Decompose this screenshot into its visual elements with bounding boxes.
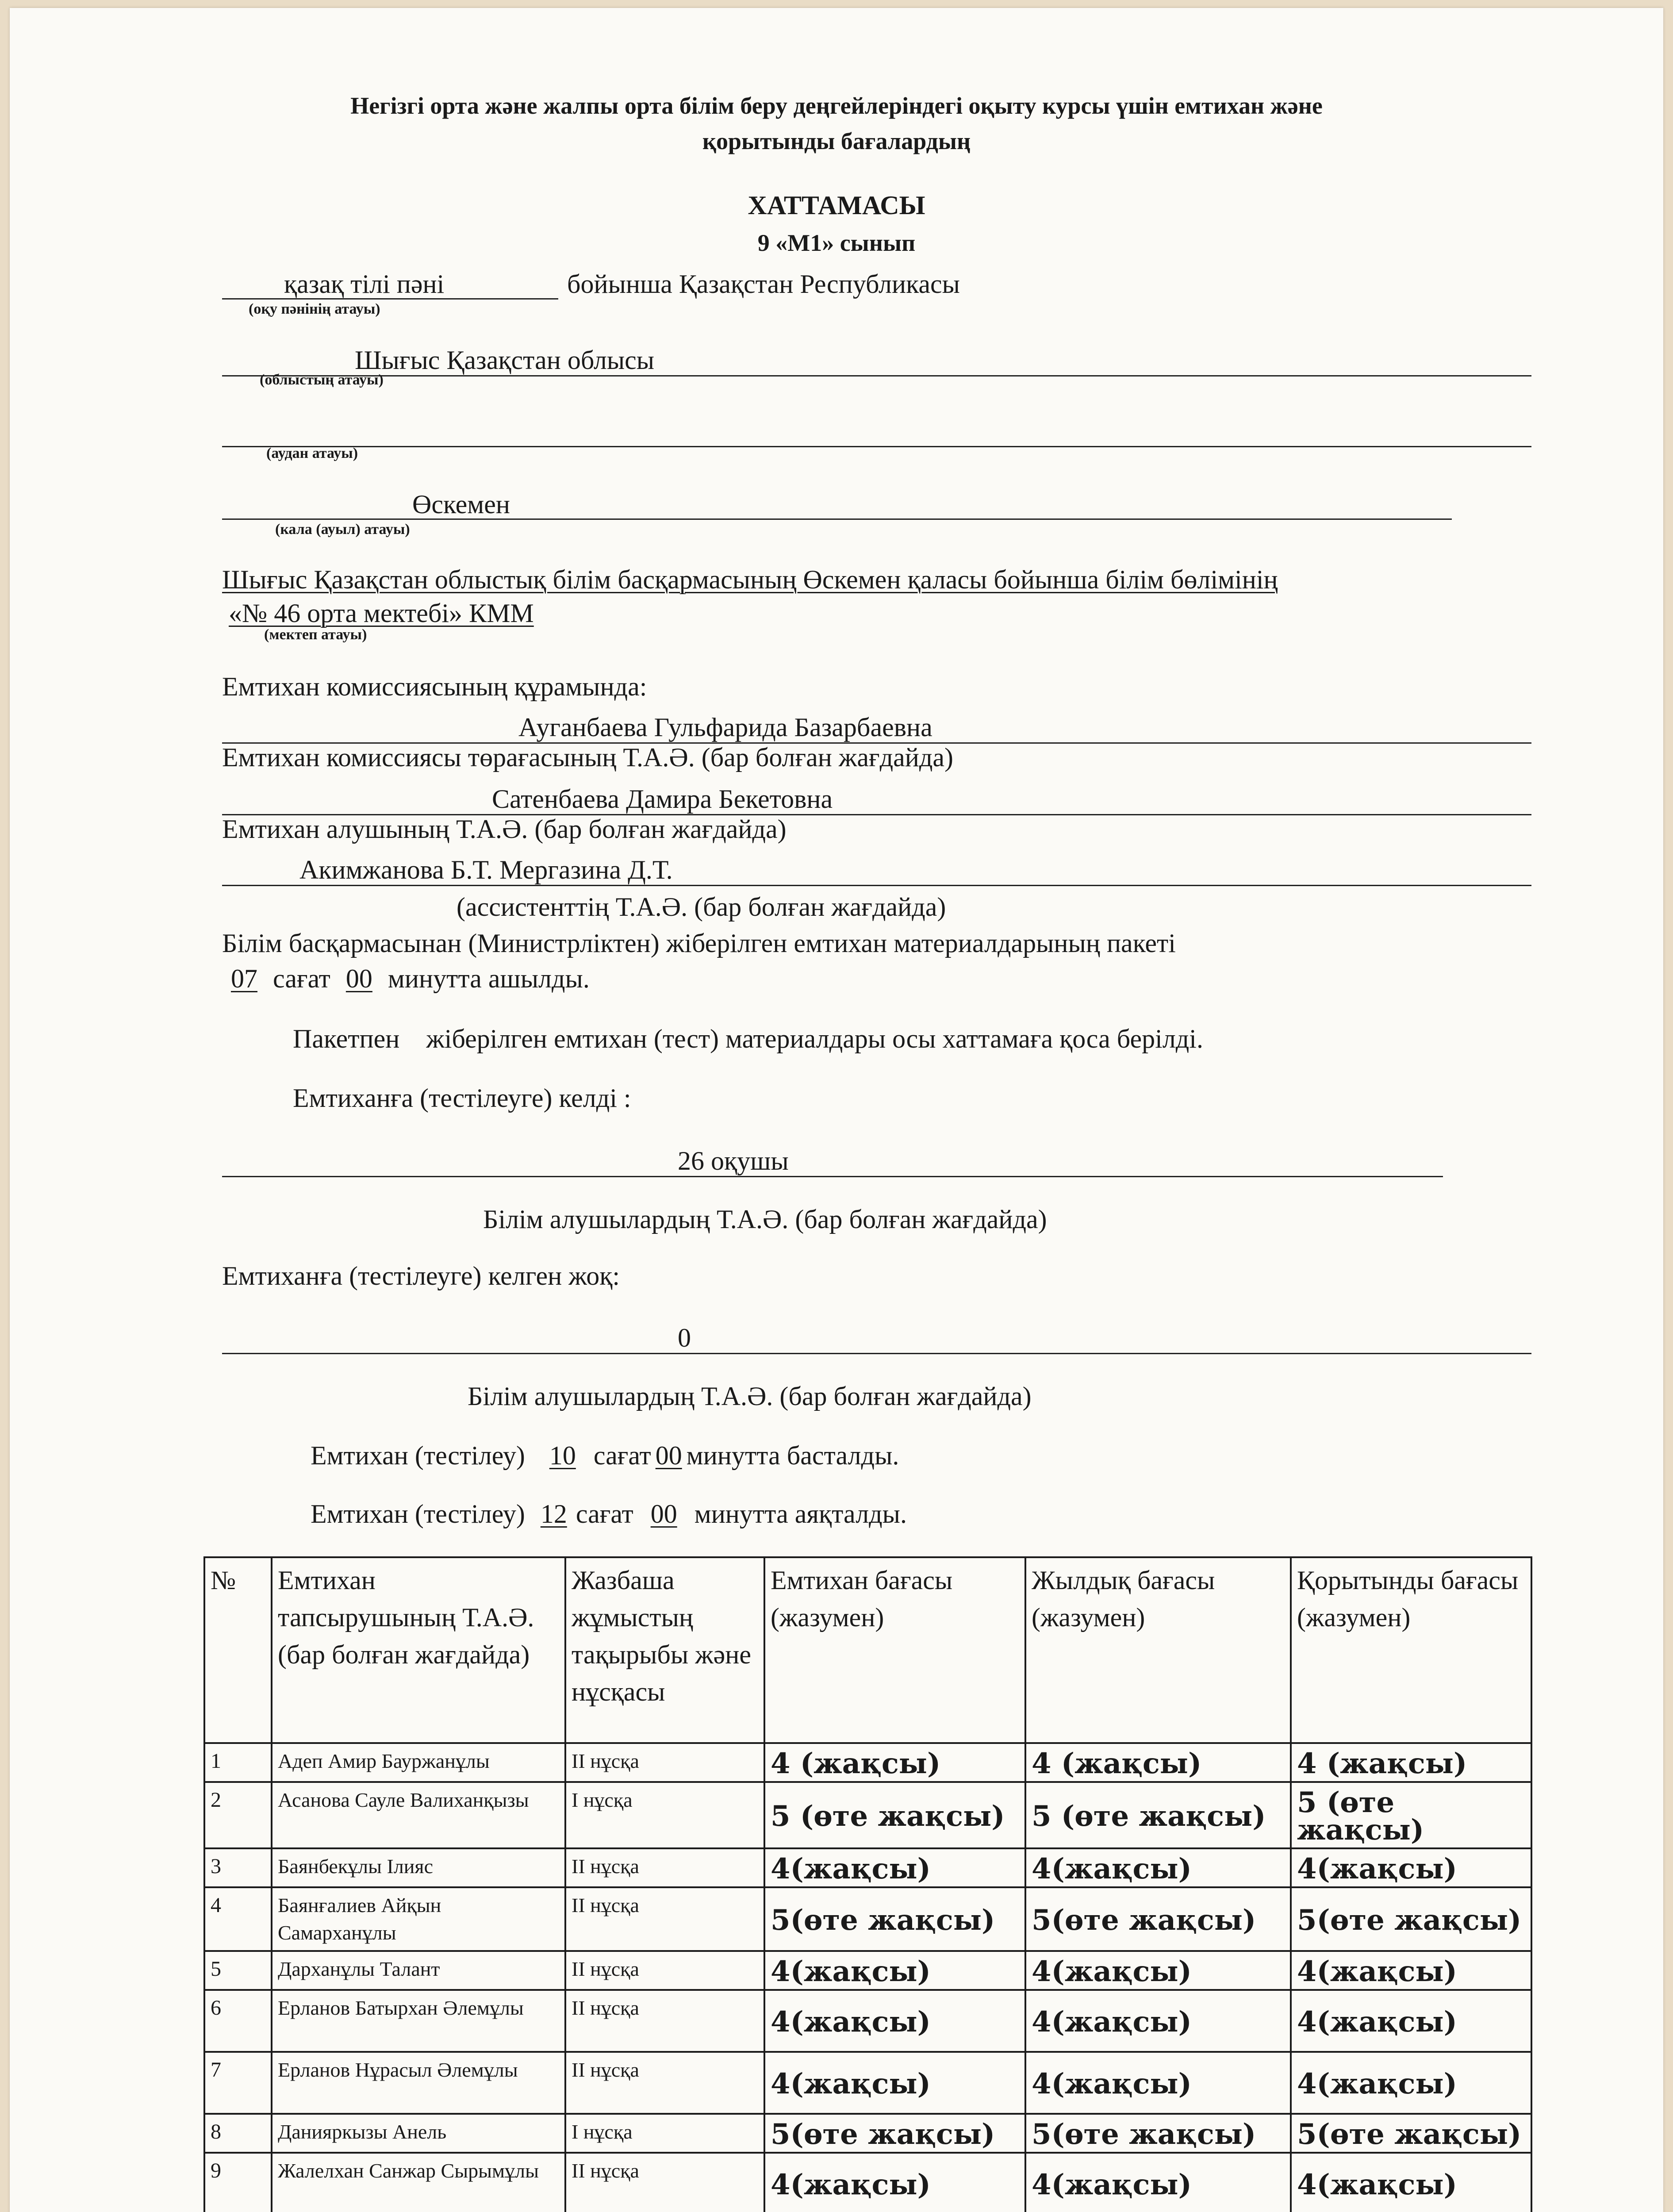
table-row <box>204 1990 1531 2052</box>
cell-exam-grade: 5(өте жақсы) <box>764 2114 1025 2153</box>
document-page <box>10 8 1663 2212</box>
start-suffix: минутта басталды. <box>686 1441 899 1470</box>
cell-final-grade: 4(жақсы) <box>1291 1990 1531 2052</box>
absent-caption: Білім алушылардың Т.А.Ә. (бар болған жағдайда) <box>468 1382 1032 1411</box>
cell-final-grade: 4(жақсы) <box>1291 1848 1531 1887</box>
absent-label: Емтиханға (тестілеуге) келген жоқ: <box>222 1261 620 1290</box>
present-rule <box>222 1176 1443 1177</box>
cell-student-name: Адеп Амир Бауржанұлы <box>272 1743 565 1782</box>
col-header-exam-grade: Емтихан бағасы (жазумен) <box>764 1557 1025 1743</box>
cell-final-grade: 4 (жақсы) <box>1291 1743 1531 1782</box>
school-caption: (мектеп атауы) <box>264 626 367 643</box>
start-time-line <box>311 1440 899 1471</box>
cell-number: 6 <box>204 1990 272 2052</box>
table-row <box>204 1887 1531 1951</box>
cell-variant: II нұсқа <box>565 1848 764 1887</box>
cell-exam-grade: 4(жақсы) <box>764 1990 1025 2052</box>
package-hour-word: сағат <box>273 964 330 993</box>
cell-student-name: Ерланов Нұрасыл Әлемұлы <box>272 2052 565 2114</box>
end-hour: 12 <box>540 1499 567 1528</box>
cell-annual-grade: 4(жақсы) <box>1025 1951 1291 1990</box>
cell-variant: I нұсқа <box>565 1782 764 1848</box>
cell-student-name: Данияркызы Анель <box>272 2114 565 2153</box>
cell-number: 3 <box>204 1848 272 1887</box>
cell-number: 7 <box>204 2052 272 2114</box>
cell-number: 1 <box>204 1743 272 1782</box>
district-rule <box>222 446 1531 447</box>
cell-variant: I нұсқа <box>565 2114 764 2153</box>
cell-exam-grade: 4(жақсы) <box>764 1848 1025 1887</box>
table-header-row <box>204 1557 1531 1743</box>
cell-exam-grade: 5 (өте жақсы) <box>764 1782 1025 1848</box>
package-attached: Пакетпен жіберілген емтихан (тест) материалдары осы хаттамаға қоса берілді. <box>293 1024 1203 1053</box>
chair-name: Ауганбаева Гульфарида Базарбаевна <box>518 713 932 742</box>
start-prefix: Емтихан (тестілеу) <box>311 1441 525 1470</box>
table-row <box>204 2114 1531 2153</box>
examiner-name: Сатенбаева Дамира Бекетовна <box>492 784 833 814</box>
table-row <box>204 1743 1531 1782</box>
subject-value: қазақ тілі пәні <box>284 269 445 299</box>
cell-final-grade: 4(жақсы) <box>1291 1951 1531 1990</box>
cell-variant: II нұсқа <box>565 1887 764 1951</box>
table-row <box>204 2052 1531 2114</box>
cell-annual-grade: 5(өте жақсы) <box>1025 2114 1291 2153</box>
end-hour-word: сағат <box>576 1499 633 1528</box>
cell-number: 5 <box>204 1951 272 1990</box>
package-suffix: минутта ашылды. <box>388 964 590 993</box>
document-title: ХАТТАМАСЫ <box>748 191 925 220</box>
cell-annual-grade: 4(жақсы) <box>1025 2153 1291 2212</box>
region-value: Шығыс Қазақстан облысы <box>355 346 655 375</box>
col-header-number: № <box>204 1557 272 1743</box>
cell-exam-grade: 5(өте жақсы) <box>764 1887 1025 1951</box>
present-value: 26 оқушы <box>678 1146 789 1175</box>
cell-student-name: Жалелхан Санжар Сырымұлы <box>272 2153 565 2212</box>
cell-final-grade: 5(өте жақсы) <box>1291 1887 1531 1951</box>
class-label: 9 «М1» сынып <box>757 230 916 256</box>
start-hour-word: сағат <box>593 1441 651 1470</box>
cell-final-grade: 4(жақсы) <box>1291 2052 1531 2114</box>
examiner-label: Емтихан алушының Т.А.Ә. (бар болған жағдайда) <box>222 814 787 844</box>
cell-annual-grade: 4(жақсы) <box>1025 1990 1291 2052</box>
cell-exam-grade: 4(жақсы) <box>764 2052 1025 2114</box>
present-caption: Білім алушылардың Т.А.Ә. (бар болған жағдайда) <box>483 1205 1047 1234</box>
table-row <box>204 2153 1531 2212</box>
end-minute: 00 <box>650 1499 677 1528</box>
cell-variant: II нұсқа <box>565 1743 764 1782</box>
table-row <box>204 1782 1531 1848</box>
assistants-name: Акимжанова Б.Т. Мергазина Д.Т. <box>299 855 673 884</box>
table-row <box>204 1848 1531 1887</box>
cell-exam-grade: 4(жақсы) <box>764 1951 1025 1990</box>
cell-annual-grade: 4 (жақсы) <box>1025 1743 1291 1782</box>
absent-value: 0 <box>678 1323 691 1352</box>
cell-variant: II нұсқа <box>565 1990 764 2052</box>
cell-variant: II нұсқа <box>565 2153 764 2212</box>
city-rule <box>222 518 1452 520</box>
cell-student-name: Дарханұлы Талант <box>272 1951 565 1990</box>
cell-number: 4 <box>204 1887 272 1951</box>
district-caption: (аудан атауы) <box>266 445 358 461</box>
header-line-1: Негізгі орта және жалпы орта білім беру деңгейлеріндегі оқыту курсы үшін емтихан және <box>350 92 1323 119</box>
cell-variant: II нұсқа <box>565 1951 764 1990</box>
package-line-1: Білім басқармасынан (Министрліктен) жіберілген емтихан материалдарының пакеті <box>222 929 1176 958</box>
cell-annual-grade: 4(жақсы) <box>1025 2052 1291 2114</box>
package-hour: 07 <box>231 964 257 993</box>
end-prefix: Емтихан (тестілеу) <box>311 1499 525 1528</box>
cell-student-name: Ерланов Батырхан Әлемұлы <box>272 1990 565 2052</box>
start-hour: 10 <box>549 1441 576 1470</box>
cell-number: 2 <box>204 1782 272 1848</box>
absent-rule <box>222 1353 1531 1354</box>
commission-intro: Емтихан комиссиясының құрамында: <box>222 672 647 701</box>
cell-final-grade: 5(өте жақсы) <box>1291 2114 1531 2153</box>
school-line-2: «№ 46 орта мектебі» КММ <box>229 599 534 628</box>
cell-exam-grade: 4(жақсы) <box>764 2153 1025 2212</box>
cell-annual-grade: 4(жақсы) <box>1025 1848 1291 1887</box>
city-caption: (кала (ауыл) атауы) <box>275 521 410 538</box>
start-minute: 00 <box>655 1441 682 1470</box>
cell-final-grade: 5 (өте жақсы) <box>1291 1782 1531 1848</box>
end-suffix: минутта аяқталды. <box>694 1499 907 1528</box>
results-table <box>203 1556 1532 2212</box>
subject-caption: (оқу пәнінің атауы) <box>249 301 380 317</box>
col-header-annual-grade: Жылдық бағасы (жазумен) <box>1025 1557 1291 1743</box>
school-line-1: Шығыс Қазақстан облыстық білім басқармасының Өскемен қаласы бойынша білім бөлімінің <box>222 565 1278 594</box>
end-time-line <box>311 1499 907 1529</box>
region-caption: (облыстың атауы) <box>260 372 384 388</box>
cell-student-name: Баянғалиев Айқын Самарханұлы <box>272 1887 565 1951</box>
subject-suffix: бойынша Қазақстан Республикасы <box>567 269 960 299</box>
cell-number: 9 <box>204 2153 272 2212</box>
cell-student-name: Асанова Сауле Валиханқызы <box>272 1782 565 1848</box>
city-value: Өскемен <box>412 490 510 519</box>
assistants-label: (ассистенттің Т.А.Ә. (бар болған жағдайда) <box>457 892 946 922</box>
col-header-name: Емтихан тапсырушының Т.А.Ә. (бар болған жағдайда) <box>272 1557 565 1743</box>
table-row <box>204 1951 1531 1990</box>
col-header-topic: Жазбаша жұмыстың тақырыбы және нұсқасы <box>565 1557 764 1743</box>
package-minute: 00 <box>345 964 372 993</box>
col-header-final-grade: Қорытынды бағасы (жазумен) <box>1291 1557 1531 1743</box>
cell-exam-grade: 4 (жақсы) <box>764 1743 1025 1782</box>
chair-label: Емтихан комиссиясы төрағасының Т.А.Ә. (бар болған жағдайда) <box>222 743 953 772</box>
header-line-2: қорытынды бағалардың <box>702 128 971 154</box>
cell-final-grade: 4(жақсы) <box>1291 2153 1531 2212</box>
cell-annual-grade: 5 (өте жақсы) <box>1025 1782 1291 1848</box>
cell-variant: II нұсқа <box>565 2052 764 2114</box>
cell-student-name: Баянбекұлы Ілияс <box>272 1848 565 1887</box>
cell-annual-grade: 5(өте жақсы) <box>1025 1887 1291 1951</box>
package-opened-line <box>222 964 590 994</box>
present-label: Емтиханға (тестілеуге) келді : <box>293 1083 631 1113</box>
cell-number: 8 <box>204 2114 272 2153</box>
